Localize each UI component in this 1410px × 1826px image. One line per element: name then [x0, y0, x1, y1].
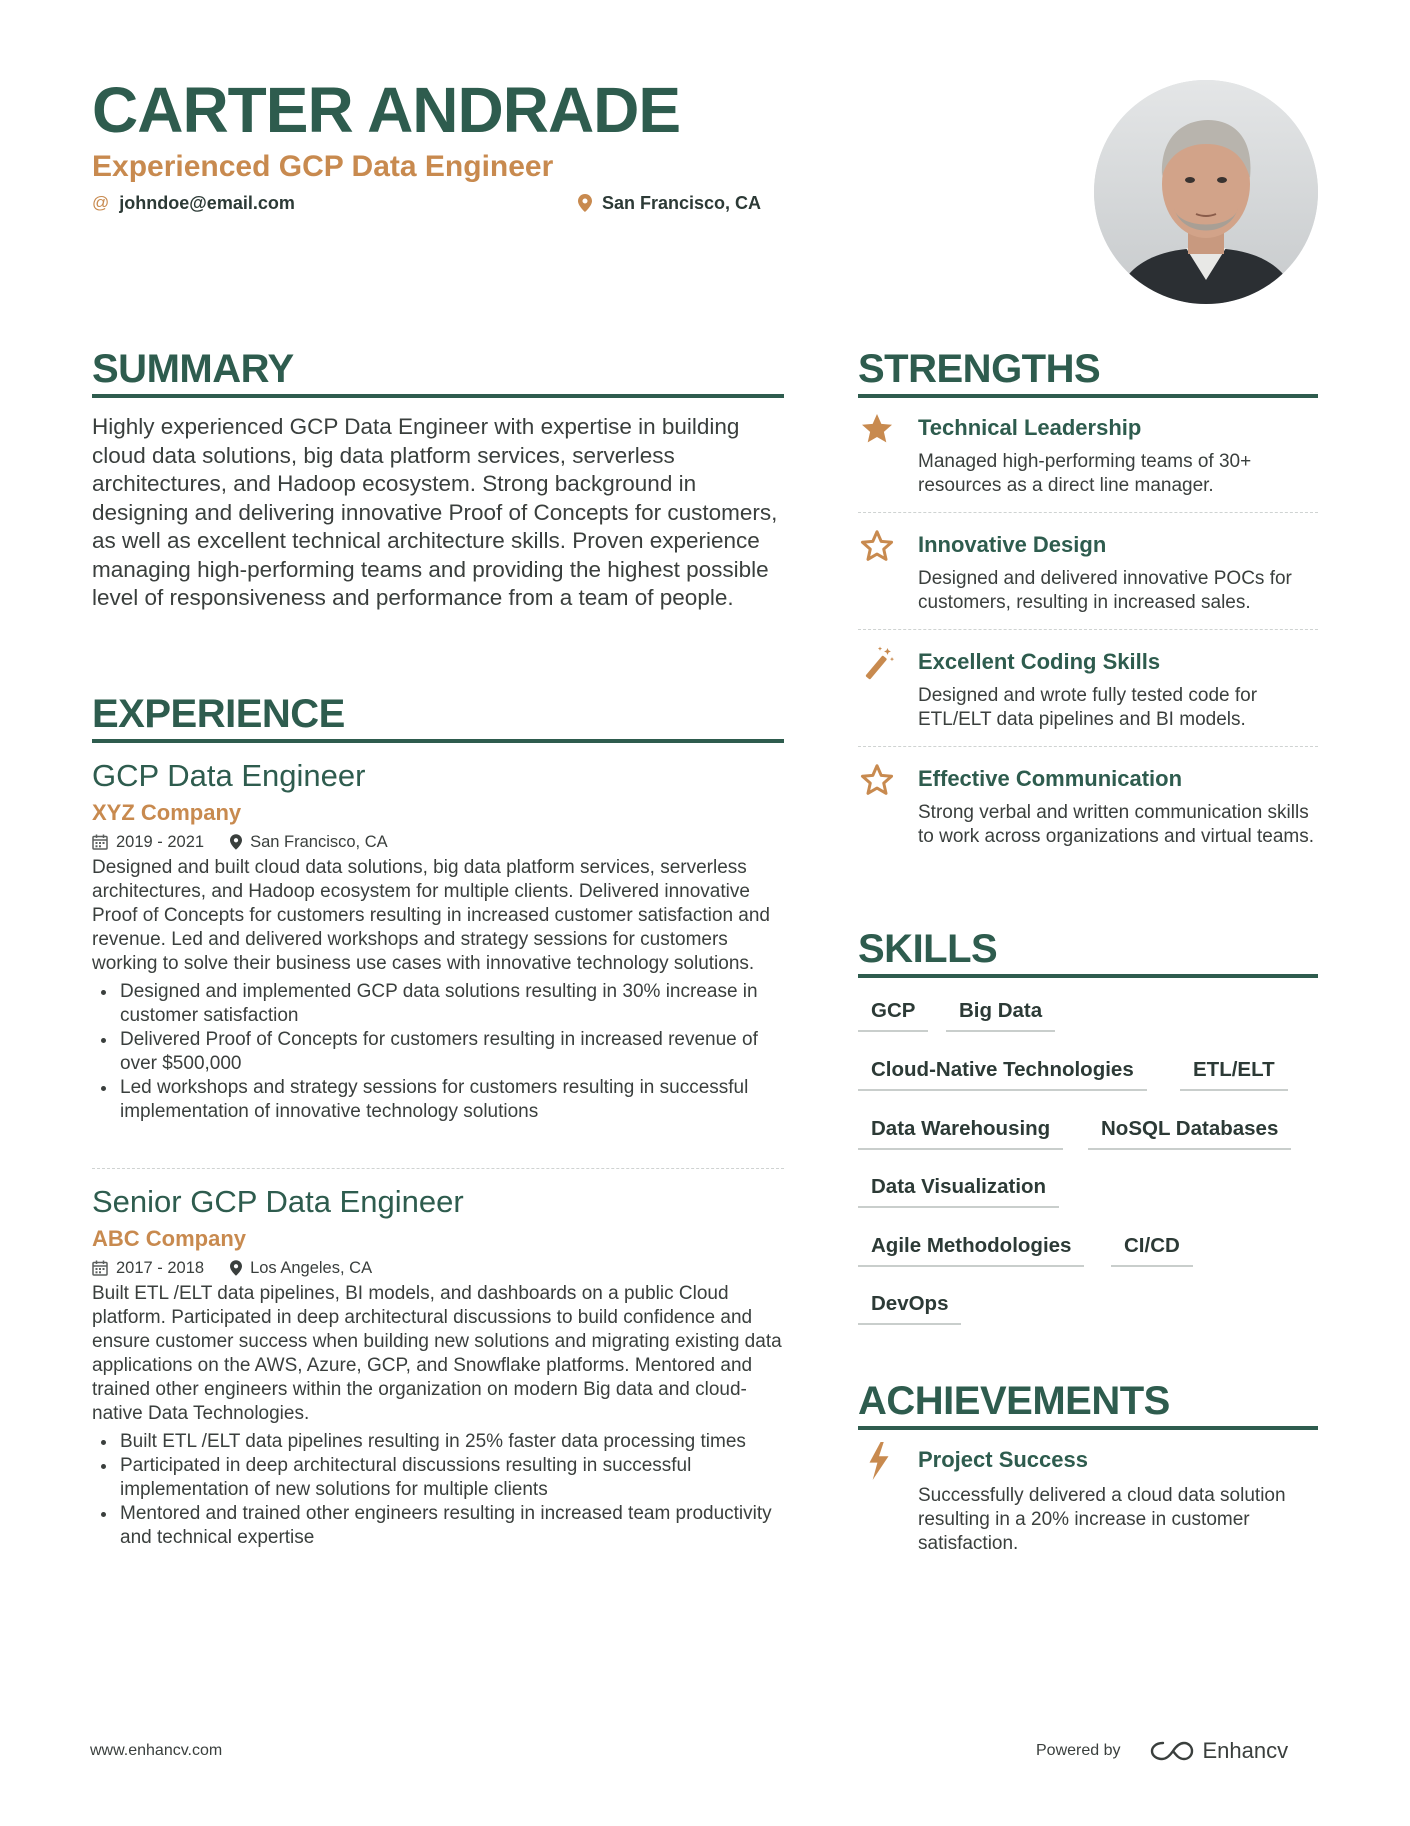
strength-description: Strong verbal and written communication skills to work across organizations and virtual teams. — [918, 802, 1315, 847]
candidate-title: Experienced GCP Data Engineer — [92, 150, 554, 183]
skill-tag: GCP — [858, 996, 928, 1032]
strength-title: Technical Leadership — [918, 415, 1142, 440]
job-bullet: • Designed and implemented GCP data solutions resulting in 30% increase in customer satisfaction — [118, 980, 782, 1028]
contact-location — [578, 192, 761, 214]
location-text: San Francisco, CA — [602, 193, 762, 213]
skill-tag: Big Data — [946, 996, 1055, 1032]
experience-heading: EXPERIENCE — [92, 692, 345, 736]
experience-rule — [92, 739, 784, 743]
strength-divider — [858, 746, 1318, 747]
summary-heading: SUMMARY — [92, 347, 294, 391]
location-pin-icon — [230, 1260, 242, 1276]
job-dates: 2019 - 2021 — [116, 832, 205, 851]
calendar-icon — [92, 834, 108, 850]
skill-tag: DevOps — [858, 1289, 961, 1325]
achievements-heading: ACHIEVEMENTS — [858, 1379, 1170, 1423]
at-icon: @ — [92, 193, 110, 212]
job-dates: 2017 - 2018 — [116, 1258, 205, 1277]
skill-tag: Data Visualization — [858, 1172, 1059, 1208]
strengths-rule — [858, 394, 1318, 398]
summary-text: Highly experienced GCP Data Engineer with expertise in building cloud data solutions, big data platform services, serverless architectures, and Hadoop ecosystem. Strong background in designing and delivering innovative Proof of Concepts for customers, as well as excellent technical architecture skills. Proven experience managing high-performing teams and providing the highest possible level of responsiveness and performance from a team of people. — [92, 414, 778, 610]
strength-item — [858, 761, 1318, 881]
contact-email[interactable] — [92, 192, 295, 214]
job-bullets — [92, 980, 782, 1124]
job-company: XYZ Company — [92, 800, 242, 825]
location-pin-icon — [578, 194, 592, 212]
powered-by-label: Powered by — [1036, 1742, 1121, 1759]
job-divider — [92, 1168, 784, 1169]
job-description: Designed and built cloud data solutions, big data platform services, serverless architectures, and Hadoop ecosystem for multiple clients. Delivered innovative Proof of Concepts for customers resulting in increased customer satisfaction and revenue. Led and delivered workshops and strategy sessions for customers working to solve their business use cases with innovative technology solutions. — [92, 857, 770, 974]
job-title: Senior GCP Data Engineer — [92, 1184, 464, 1219]
lightning-icon — [866, 1442, 896, 1480]
summary-rule — [92, 394, 784, 398]
skill-tag: NoSQL Databases — [1088, 1114, 1291, 1150]
job-entry — [92, 1182, 782, 1550]
star-outline-icon — [858, 527, 896, 565]
job-bullets — [92, 1430, 782, 1550]
email-text: johndoe@email.com — [119, 193, 295, 213]
footer-website[interactable]: www.enhancv.com — [90, 1742, 223, 1759]
brand-name: Enhancv — [1202, 1738, 1289, 1763]
skills-rule — [858, 974, 1318, 978]
strength-divider — [858, 629, 1318, 630]
skills-heading: SKILLS — [858, 927, 998, 971]
strength-title: Innovative Design — [918, 532, 1107, 557]
achievements-rule — [858, 1426, 1318, 1430]
strength-description: Designed and delivered innovative POCs for customers, resulting in increased sales. — [918, 568, 1292, 613]
profile-photo — [1094, 80, 1318, 304]
job-entry — [92, 756, 782, 1124]
job-location: Los Angeles, CA — [250, 1258, 373, 1277]
strength-title: Excellent Coding Skills — [918, 649, 1161, 674]
skill-tag: Agile Methodologies — [858, 1231, 1084, 1267]
job-bullet: • Mentored and trained other engineers resulting in increased team productivity and technical expertise — [118, 1502, 782, 1550]
magic-wand-icon — [858, 644, 896, 682]
footer-branding — [1036, 1738, 1288, 1764]
job-location: San Francisco, CA — [250, 832, 388, 851]
job-meta — [92, 830, 782, 854]
skill-tag: Data Warehousing — [858, 1114, 1063, 1150]
job-bullet: • Delivered Proof of Concepts for customers resulting in increased revenue of over $500,000 — [118, 1028, 782, 1076]
skill-tag: Cloud-Native Technologies — [858, 1055, 1147, 1091]
job-company: ABC Company — [92, 1226, 247, 1251]
star-icon — [858, 410, 896, 448]
strength-item — [858, 527, 1318, 623]
strength-divider — [858, 512, 1318, 513]
skill-tag: ETL/ELT — [1180, 1055, 1288, 1091]
job-title: GCP Data Engineer — [92, 758, 366, 793]
job-bullet: • Built ETL /ELT data pipelines resulting in 25% faster data processing times — [118, 1430, 782, 1454]
candidate-name: CARTER ANDRADE — [92, 74, 681, 146]
location-pin-icon — [230, 834, 242, 850]
job-bullet: • Participated in deep architectural discussions resulting in successful implementation of new solutions for multiple clients — [118, 1454, 782, 1502]
achievement-title: Project Success — [918, 1447, 1088, 1472]
calendar-icon — [92, 1260, 108, 1276]
job-bullet: • Led workshops and strategy sessions for customers resulting in successful implementation of innovative technology solutions — [118, 1076, 782, 1124]
strength-item — [858, 410, 1318, 506]
strength-description: Managed high-performing teams of 30+ resources as a direct line manager. — [918, 451, 1252, 496]
job-meta — [92, 1256, 782, 1280]
skill-tag: CI/CD — [1111, 1231, 1193, 1267]
strength-item — [858, 644, 1318, 740]
strength-title: Effective Communication — [918, 766, 1183, 791]
brand-logo[interactable] — [1149, 1738, 1289, 1764]
job-description: Built ETL /ELT data pipelines, BI models, and dashboards on a public Cloud platform. Participated in deep architectural discussions to build confidence and ensure customer success when building new solutions and migrating existing data applications on the AWS, Azure, GCP, and Snowflake platforms. Mentored and trained other engineers within the organization on modern Big data and cloud-native Data Technologies. — [92, 1283, 782, 1424]
achievement-description: Successfully delivered a cloud data solution resulting in a 20% increase in customer satisfaction. — [918, 1485, 1286, 1554]
enhancv-logo-icon — [1149, 1739, 1195, 1763]
strength-description: Designed and wrote fully tested code for ETL/ELT data pipelines and BI models. — [918, 685, 1258, 730]
strengths-heading: STRENGTHS — [858, 347, 1101, 391]
star-outline-icon — [858, 761, 896, 799]
